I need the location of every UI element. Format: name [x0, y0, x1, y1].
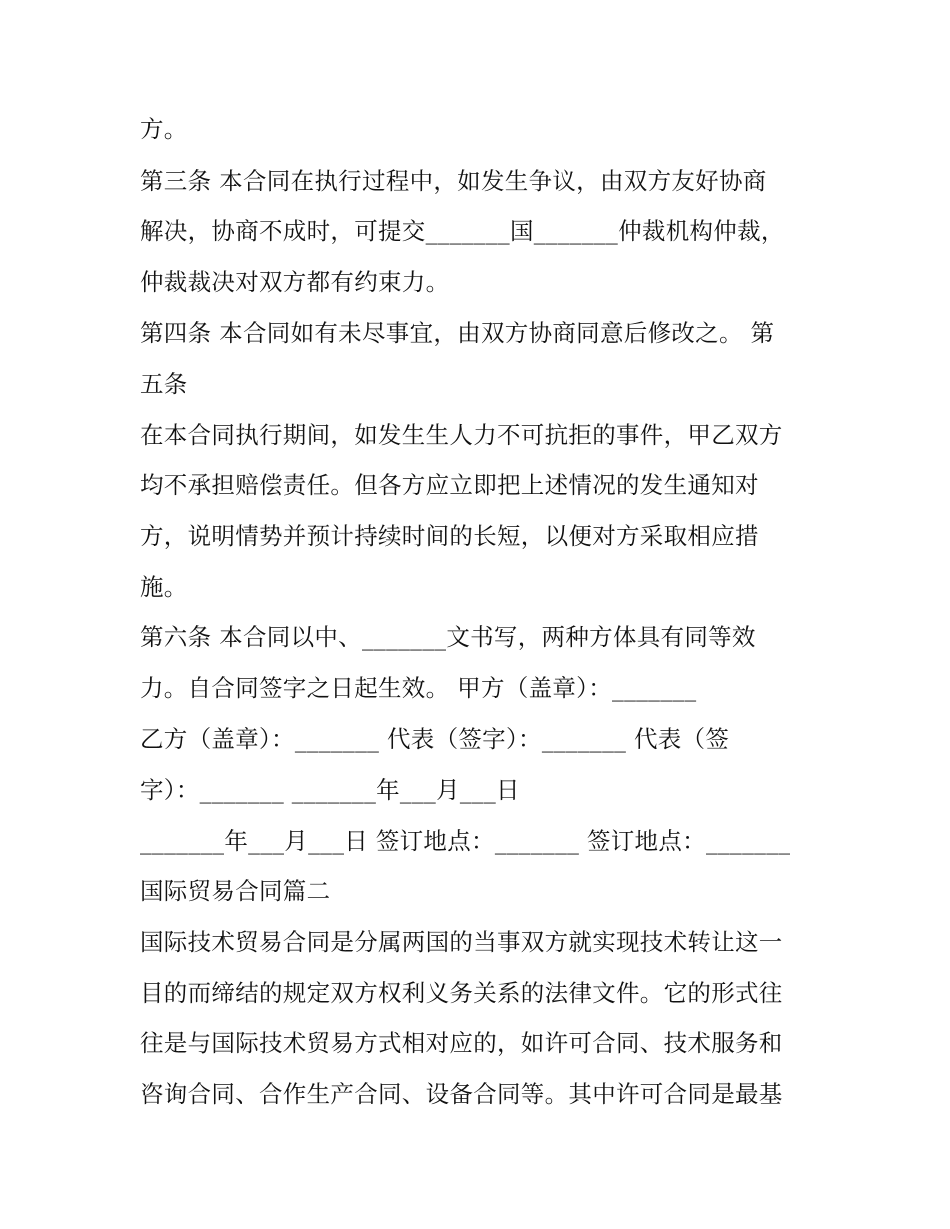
text-line: 方。 [140, 115, 188, 143]
text-line: 第六条 本合同以中、_______文书写，两种方体具有同等效 [140, 623, 756, 651]
text-line: 五条 [140, 370, 188, 398]
text-line: 第四条 本合同如有未尽事宜，由双方协商同意后修改之。 第 [140, 319, 775, 347]
text-line: 解决，协商不成时，可提交_______国_______仲裁机构仲裁， [140, 217, 785, 245]
text-line: 仲裁裁决对双方都有约束力。 [140, 268, 450, 296]
text-line: 施。 [140, 573, 188, 601]
text-line: 力。自合同签字之日起生效。 甲方（盖章）：_______ [140, 674, 697, 702]
text-line: _______年___月___日 签订地点：_______ 签订地点：_______ [140, 827, 791, 855]
text-line: 乙方（盖章）：_______ 代表（签字）：_______ 代表（签 [140, 725, 730, 753]
text-line: 字）：_______ _______年___月___日 [140, 776, 520, 804]
text-line: 咨询合同、合作生产合同、设备合同等。其中许可合同是最基 [140, 1080, 783, 1108]
text-line: 目的而缔结的规定双方权利义务关系的法律文件。它的形式往 [140, 979, 783, 1007]
text-line: 均不承担赔偿责任。但各方应立即把上述情况的发生通知对 [140, 471, 759, 499]
text-line: 往是与国际技术贸易方式相对应的，如许可合同、技术服务和 [140, 1029, 783, 1057]
text-line: 方，说明情势并预计持续时间的长短，以便对方采取相应措 [140, 522, 759, 550]
section-heading: 国际贸易合同篇二 [140, 877, 331, 905]
text-line: 第三条 本合同在执行过程中，如发生争议，由双方友好协商 [140, 167, 767, 195]
text-line: 国际技术贸易合同是分属两国的当事双方就实现技术转让这一 [140, 928, 783, 956]
text-line: 在本合同执行期间，如发生生人力不可抗拒的事件，甲乙双方 [140, 421, 783, 449]
